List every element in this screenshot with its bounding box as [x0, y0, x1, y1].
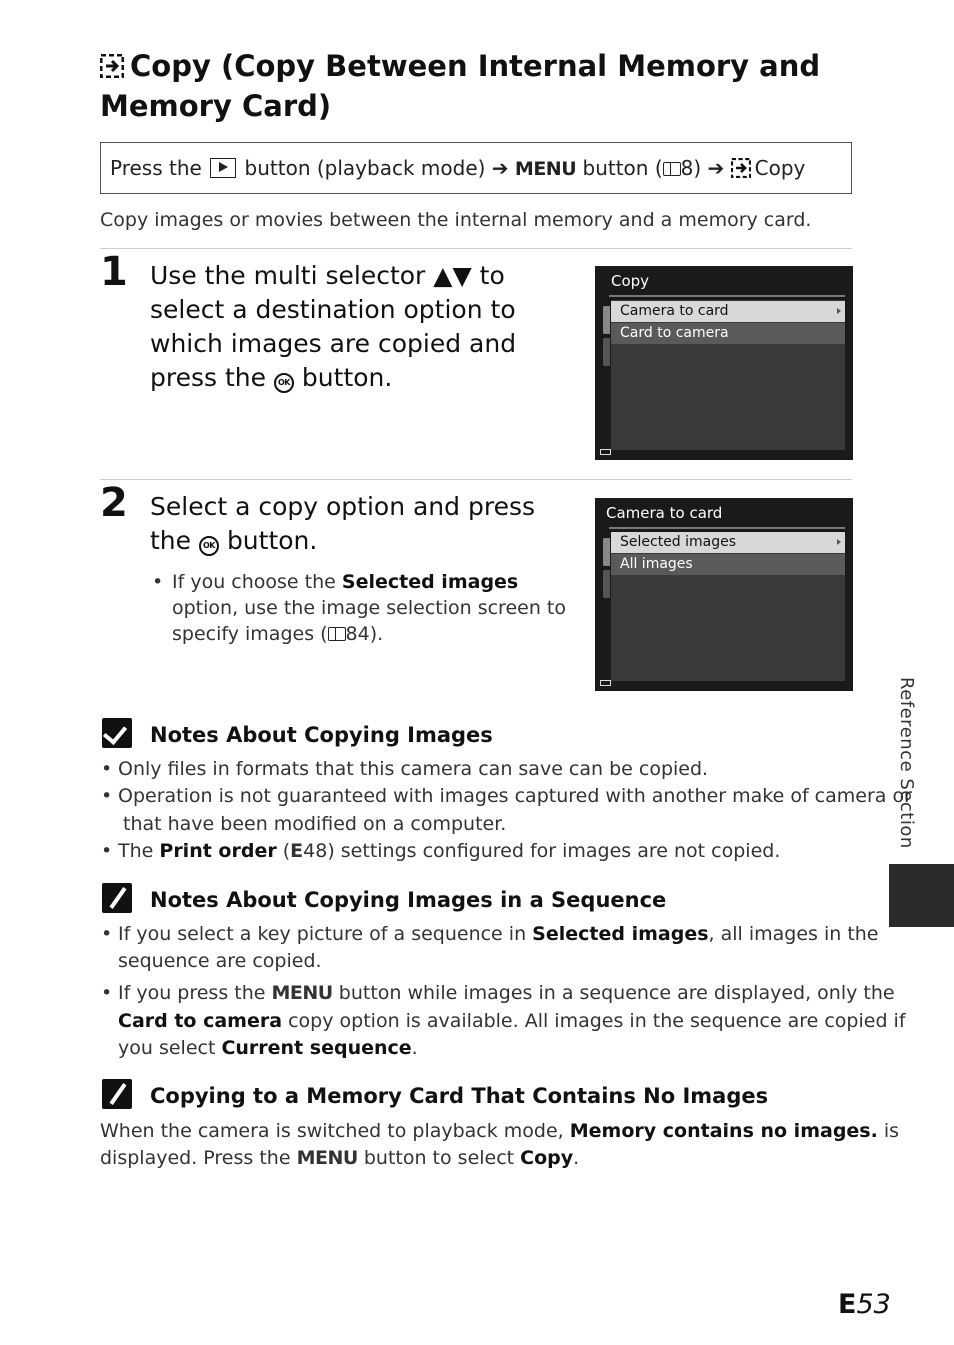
menu-item-camera-to-card[interactable]: Camera to card	[611, 301, 845, 322]
note-paragraph: When the camera is switched to playback mode, Memory contains no images. is	[100, 1120, 900, 1142]
chevron-right-icon	[837, 308, 841, 314]
menu-tab	[603, 338, 610, 366]
section-tab-marker	[889, 864, 954, 927]
note-bullet: • If you select a key picture of a sequence in Selected images, all images in the	[101, 923, 879, 945]
screen-title-bar	[609, 295, 845, 297]
page-number: E53	[838, 1289, 891, 1320]
note-heading: Copying to a Memory Card That Contains No Images	[150, 1084, 769, 1108]
note-bullet-continued: you select Current sequence.	[118, 1037, 418, 1059]
nav-menu-text: button (	[582, 156, 663, 180]
pencil-icon	[102, 1079, 132, 1109]
menu-button-icon: MENU	[296, 1147, 358, 1169]
menu-button-icon: MENU	[514, 158, 577, 180]
arrow-icon: ➔	[491, 156, 509, 180]
screen-title: Camera to card	[606, 504, 723, 522]
camera-screen-copy	[595, 266, 853, 460]
divider	[100, 479, 852, 480]
reference-book-icon	[663, 162, 681, 176]
copy-icon	[100, 48, 124, 72]
menu-item-card-to-camera[interactable]: Card to camera	[611, 323, 845, 344]
playback-button-icon	[210, 158, 236, 178]
screen-title-bar	[609, 527, 845, 529]
section-side-label: Reference Section	[896, 677, 917, 849]
e-reference-icon: E	[290, 840, 304, 862]
note-heading: Notes About Copying Images	[150, 723, 493, 747]
arrow-icon: ➔	[707, 156, 725, 180]
note-bullet: • The Print order (E48) settings configured for images are not copied.	[101, 840, 781, 862]
pencil-icon	[102, 883, 132, 913]
battery-icon	[600, 680, 611, 686]
nav-copy: Copy	[754, 156, 806, 180]
intro-text: Copy images or movies between the internal memory and a memory card.	[100, 209, 812, 231]
bullet-dot: •	[152, 571, 164, 593]
step-2-text: Select a copy option and press the OK button.	[150, 492, 535, 555]
menu-button-icon: MENU	[271, 982, 333, 1004]
note-heading: Notes About Copying Images in a Sequence	[150, 888, 667, 912]
menu-item-selected-images[interactable]: Selected images	[611, 532, 845, 553]
menu-tab	[603, 538, 610, 566]
page-title: Copy (Copy Between Internal Memory and Memory Card)	[100, 49, 821, 123]
e-reference-icon: E	[838, 1289, 857, 1320]
battery-icon	[600, 449, 611, 455]
note-paragraph: displayed. Press the MENU button to select Copy.	[100, 1147, 580, 1169]
ok-button-icon: OK	[274, 373, 294, 393]
note-bullet-continued: Card to camera copy option is available. All images in the sequence are copied if	[118, 1010, 906, 1032]
camera-screen-camera-to-card	[595, 498, 853, 691]
navigation-path-box	[100, 142, 852, 194]
copy-icon	[731, 146, 751, 166]
ok-button-icon: OK	[199, 536, 219, 556]
reference-book-icon	[328, 627, 346, 641]
chevron-right-icon	[837, 539, 841, 545]
nav-press-the: Press the	[110, 156, 202, 180]
screen-title: Copy	[611, 272, 650, 290]
step-1-text: Use the multi selector ▲▼ to select a destination option to which images are copied and press the OK button.	[150, 261, 517, 392]
note-bullet-continued: sequence are copied.	[118, 950, 322, 972]
menu-tab	[603, 306, 610, 334]
step-number: 1	[100, 249, 128, 295]
checkmark-icon	[102, 718, 132, 748]
nav-ref: 8)	[680, 156, 702, 180]
menu-tab	[603, 570, 610, 598]
note-bullet: • If you press the MENU button while images in a sequence are displayed, only the	[101, 982, 895, 1004]
menu-item-all-images[interactable]: All images	[611, 554, 845, 575]
note-bullet: • Only files in formats that this camera can save can be copied.	[101, 758, 709, 780]
note-bullet-continued: that have been modified on a computer.	[123, 813, 507, 835]
step-2-bullet: • If you choose the Selected images option, use the image selection screen to specify images ( 84).	[152, 571, 566, 645]
nav-playback-text: button (playback mode)	[244, 156, 486, 180]
note-bullet: • Operation is not guaranteed with images captured with another make of camera or	[101, 785, 912, 807]
divider	[100, 248, 852, 249]
step-number: 2	[100, 480, 128, 526]
